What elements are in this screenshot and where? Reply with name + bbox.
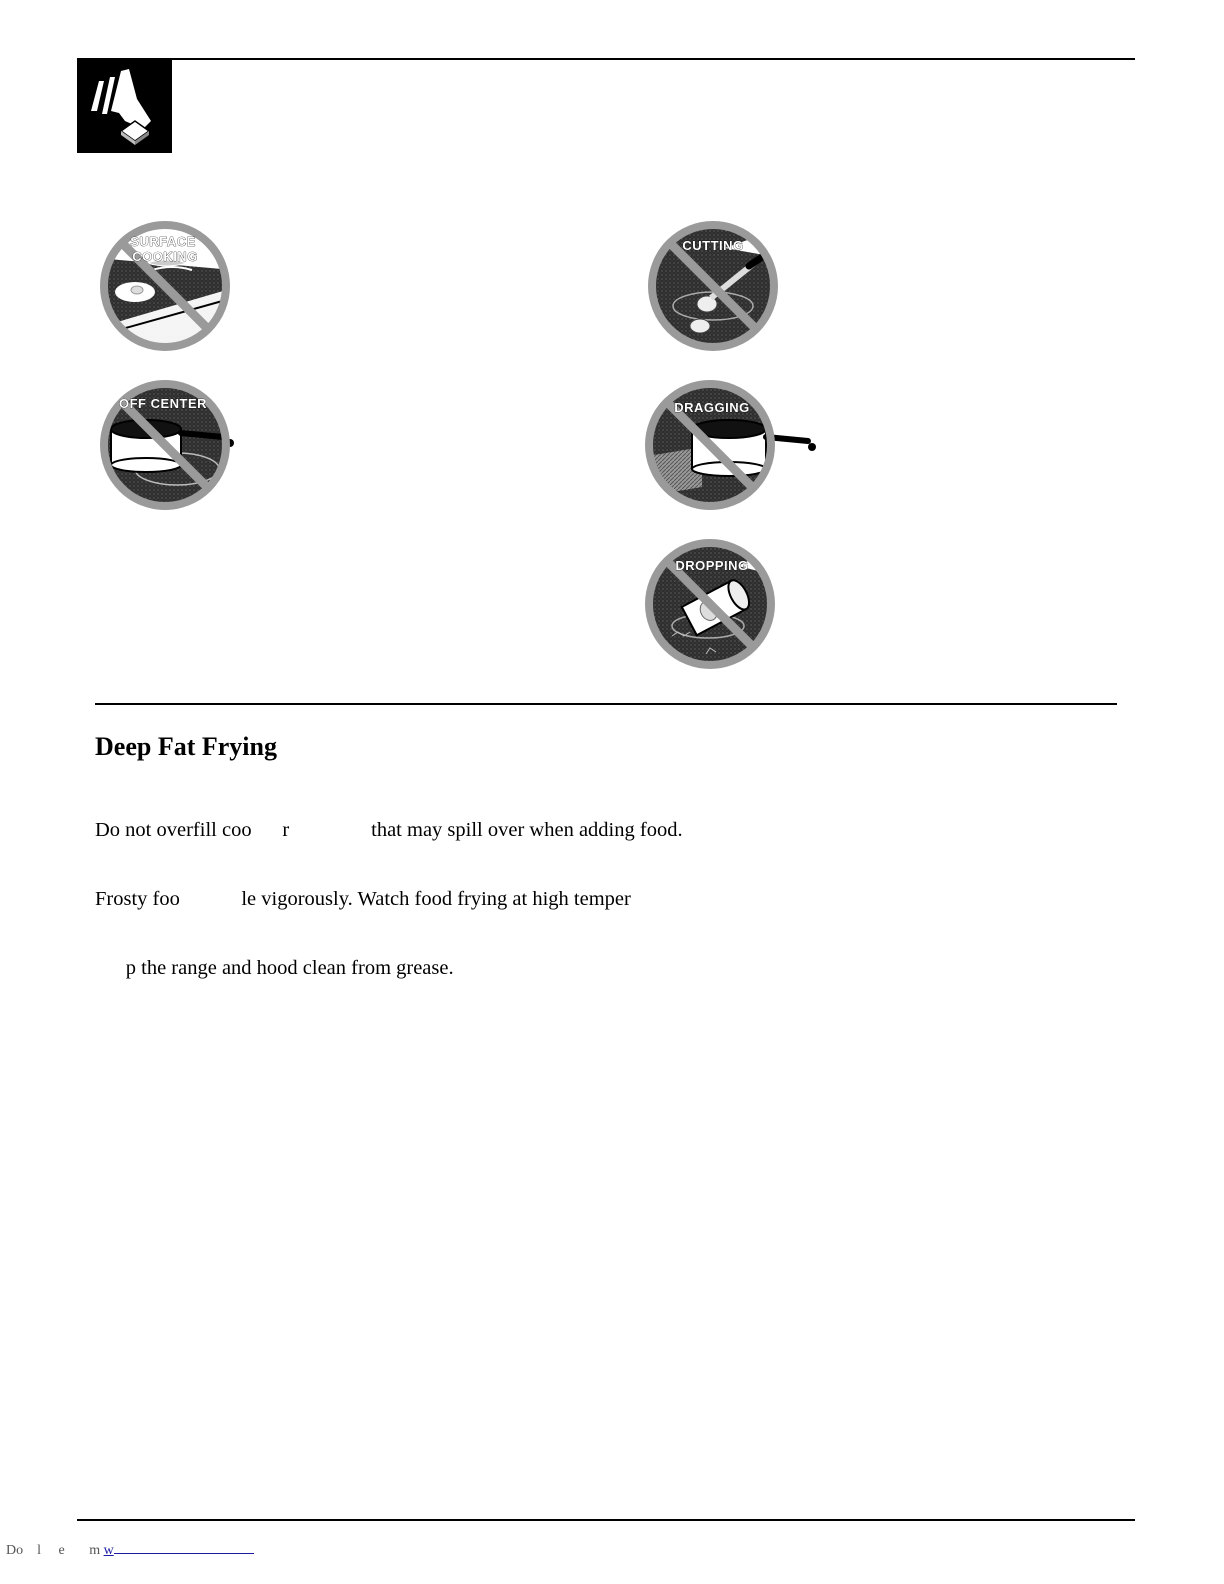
dropping-badge (642, 536, 778, 672)
section-divider (95, 703, 1117, 705)
section-title: Deep Fat Frying (95, 732, 277, 761)
body-line: Frosty foo le vigorously. Watch food frying at high temper (95, 888, 631, 910)
badge-label-line-1: CUTTING (682, 238, 744, 253)
section-body (95, 773, 895, 1003)
top-rule (77, 58, 1135, 60)
body-line: p the range and hood clean from grease. (95, 957, 454, 979)
badge-label-line-1: DROPPING (675, 558, 749, 573)
footer-rule (77, 1519, 1135, 1521)
footer (6, 1543, 254, 1559)
badge-label-line-2: COOKING (132, 249, 198, 264)
surface-cooking-badge (97, 218, 233, 354)
badge-label-line-1: DRAGGING (674, 400, 750, 415)
cutting-badge (645, 218, 781, 354)
badge-label-line-1: SURFACE (130, 234, 196, 249)
header-logo (77, 59, 172, 153)
off-center-badge (97, 377, 233, 513)
footer-text: Do l e m (6, 1543, 104, 1558)
footer-link[interactable]: w (104, 1543, 254, 1558)
badge-label-line-1: OFF CENTER (118, 396, 208, 411)
hand-pressing-button-icon (77, 59, 172, 153)
body-line: Do not overfill coo r that may spill over when adding food. (95, 819, 683, 841)
dragging-badge (642, 377, 778, 513)
